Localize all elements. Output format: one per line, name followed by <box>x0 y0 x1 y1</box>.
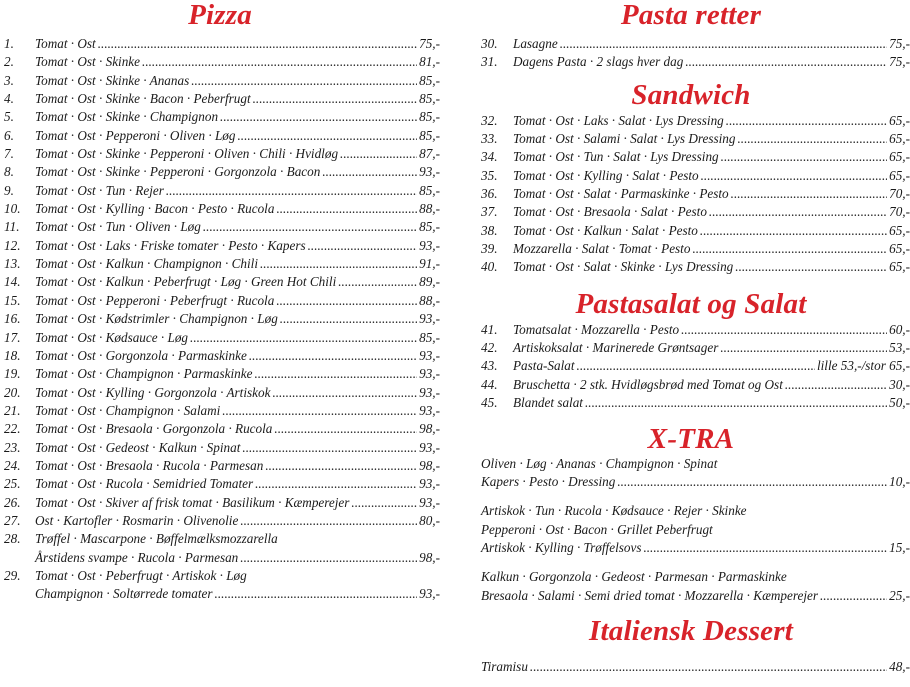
item-price: 81,- <box>419 54 440 70</box>
menu-item <box>0 439 440 457</box>
menu-item <box>472 321 910 339</box>
dot-leader <box>737 130 887 148</box>
sandwich-list <box>472 112 910 277</box>
item-number: 28. <box>4 531 21 547</box>
xtra-items: Kapers · Pesto · Dressing <box>481 473 616 489</box>
item-name: Tomat · Ost · Gedeost · Kalkun · Spinat <box>35 439 241 455</box>
item-number: 41. <box>481 321 498 337</box>
item-name: Årstidens svampe · Rucola · Parmesan <box>35 549 239 565</box>
item-price: 65,- <box>889 241 910 257</box>
dot-leader <box>276 200 417 218</box>
item-name: Tomat · Ost · Peberfrugt · Artiskok · Løg <box>35 567 247 583</box>
item-price: 70,- <box>889 204 910 220</box>
item-number: 11. <box>4 219 20 235</box>
dot-leader <box>735 258 887 276</box>
item-name: Blandet salat <box>513 395 583 411</box>
item-price: 98,- <box>419 549 440 565</box>
item-number: 3. <box>4 72 14 88</box>
item-price: 50,- <box>889 395 910 411</box>
item-number: 19. <box>4 366 21 382</box>
item-name: Tomat · Ost · Skinke · Bacon · Peberfrugt <box>35 91 251 107</box>
item-number: 2. <box>4 54 14 70</box>
menu-item <box>0 145 440 163</box>
dot-leader <box>253 90 417 108</box>
item-name: Tomat · Ost · Skinke · Pepperoni · Gorgonzola · Bacon <box>35 164 321 180</box>
item-name: Tomat · Ost · Champignon · Salami <box>35 402 221 418</box>
item-name: Tomat · Ost · Tun · Oliven · Løg <box>35 219 201 235</box>
item-price: 60,- <box>889 321 910 337</box>
item-price: 48,- <box>889 658 910 674</box>
item-number: 27. <box>4 512 21 528</box>
item-number: 36. <box>481 186 498 202</box>
item-price: 93,- <box>419 586 440 602</box>
dot-leader <box>726 112 887 130</box>
item-number: 44. <box>481 376 498 392</box>
item-price: 75,- <box>419 36 440 51</box>
dessert-list <box>472 658 910 676</box>
dot-leader <box>260 255 417 273</box>
xtra-price: 25,- <box>889 587 910 603</box>
item-price: 85,- <box>419 329 440 345</box>
xtra-title: X-TRA <box>647 422 735 455</box>
dot-leader <box>98 35 417 53</box>
dot-leader <box>577 357 815 375</box>
item-price: 75,- <box>889 36 910 51</box>
xtra-items: Pepperoni · Ost · Bacon · Grillet Peberfrugt <box>481 521 713 537</box>
item-number: 4. <box>4 91 14 107</box>
item-price: lille 53,-/stor 65,- <box>816 358 910 374</box>
item-number: 8. <box>4 164 14 180</box>
xtra-line <box>472 502 910 520</box>
menu-item <box>0 494 440 512</box>
xtra-group <box>472 568 910 605</box>
item-number: 20. <box>4 384 21 400</box>
item-name: Tomat · Ost · Kalkun · Champignon · Chili <box>35 256 258 272</box>
dot-leader <box>785 376 887 394</box>
left-column <box>0 0 440 604</box>
item-number: 14. <box>4 274 21 290</box>
dot-leader <box>820 587 887 605</box>
menu-item <box>0 567 440 585</box>
dessert-title: Italiensk Dessert <box>589 614 793 647</box>
menu-item <box>0 35 440 53</box>
xtra-group <box>472 502 910 557</box>
menu-item <box>0 329 440 347</box>
salat-title: Pastasalat og Salat <box>575 287 807 320</box>
item-number: 38. <box>481 222 498 238</box>
dot-leader <box>720 339 887 357</box>
item-number: 29. <box>4 567 21 583</box>
dot-leader <box>692 240 887 258</box>
menu-item <box>0 90 440 108</box>
item-name: Bruschetta · 2 stk. Hvidløgsbrød med Tomat og Ost <box>513 376 783 392</box>
item-price: 85,- <box>419 72 440 88</box>
item-number: 39. <box>481 241 498 257</box>
menu-item <box>0 218 440 236</box>
menu-item <box>472 35 910 53</box>
xtra-list <box>472 455 910 605</box>
dot-leader <box>254 365 417 383</box>
item-number: 23. <box>4 439 21 455</box>
item-name: Tomat · Ost · Bresaola · Gorgonzola · Rucola <box>35 421 273 437</box>
dot-leader <box>166 182 417 200</box>
item-price: 93,- <box>419 237 440 253</box>
item-price: 65,- <box>889 112 910 128</box>
menu-item <box>472 658 910 676</box>
item-price: 93,- <box>419 402 440 418</box>
dot-leader <box>191 72 417 90</box>
menu-item <box>0 53 440 71</box>
item-name: Lasagne <box>513 36 558 51</box>
item-number: 42. <box>481 340 498 356</box>
pizza-title: Pizza <box>188 0 252 31</box>
menu-item <box>0 530 440 548</box>
dot-leader <box>203 218 417 236</box>
pasta-list <box>472 35 910 72</box>
dot-leader <box>249 347 417 365</box>
xtra-items: Oliven · Løg · Ananas · Champignon · Spinat <box>481 455 718 471</box>
item-name: Tomat · Ost · Pepperoni · Oliven · Løg <box>35 127 236 143</box>
menu-item <box>0 163 440 181</box>
item-name: Mozzarella · Salat · Tomat · Pesto <box>513 241 691 257</box>
item-price: 93,- <box>419 476 440 492</box>
menu-item <box>0 475 440 493</box>
item-price: 30,- <box>889 376 910 392</box>
dot-leader <box>617 473 887 491</box>
item-number: 1. <box>4 36 14 51</box>
item-name: Tomat · Ost · Bresaola · Salat · Pesto <box>513 204 707 220</box>
item-name: Tomat · Ost <box>35 36 96 51</box>
dot-leader <box>721 148 887 166</box>
item-name: Tomat · Ost · Skinke <box>35 54 141 70</box>
item-name: Tomat · Ost · Champignon · Parmaskinke <box>35 366 253 382</box>
menu-item <box>0 200 440 218</box>
item-name: Tomat · Ost · Laks · Friske tomater · Pesto · Kapers <box>35 237 306 253</box>
xtra-group <box>472 455 910 492</box>
dot-leader <box>280 310 417 328</box>
item-price: 89,- <box>419 274 440 290</box>
item-number: 34. <box>481 149 498 165</box>
xtra-items: Artiskok · Tun · Rucola · Kødsauce · Rejer · Skinke <box>481 503 747 519</box>
item-name: Pasta-Salat <box>513 358 575 374</box>
dot-leader <box>340 145 417 163</box>
item-price: 98,- <box>419 421 440 437</box>
item-name: Tomat · Ost · Skinke · Ananas <box>35 72 190 88</box>
menu-item <box>472 53 910 71</box>
item-number: 40. <box>481 259 498 275</box>
item-name: Tomat · Ost · Kalkun · Salat · Pesto <box>513 222 698 238</box>
right-column <box>472 0 910 676</box>
item-name: Champignon · Soltørrede tomater <box>35 586 213 602</box>
menu-item <box>472 130 910 148</box>
menu-item <box>0 402 440 420</box>
dot-leader <box>240 549 417 567</box>
menu-item <box>0 255 440 273</box>
dot-leader <box>338 273 417 291</box>
menu-item <box>0 237 440 255</box>
item-name: Tomat · Ost · Salat · Skinke · Lys Dressing <box>513 259 734 275</box>
menu-item <box>0 292 440 310</box>
item-name: Tomat · Ost · Kylling · Gorgonzola · Artiskok <box>35 384 271 400</box>
item-number: 25. <box>4 476 21 492</box>
dot-leader <box>242 439 417 457</box>
menu-item <box>0 585 440 603</box>
xtra-price: 15,- <box>889 539 910 555</box>
dot-leader <box>709 203 887 221</box>
item-price: 85,- <box>419 109 440 125</box>
dot-leader <box>190 329 417 347</box>
xtra-line <box>472 521 910 539</box>
dot-leader <box>700 222 887 240</box>
dot-leader <box>585 394 887 412</box>
dot-leader <box>681 321 887 339</box>
item-name: Tomat · Ost · Salat · Parmaskinke · Pesto <box>513 186 729 202</box>
item-name: Dagens Pasta · 2 slags hver dag <box>513 54 684 70</box>
item-number: 24. <box>4 457 21 473</box>
item-name: Tomat · Ost · Laks · Salat · Lys Dressing <box>513 112 724 128</box>
item-number: 15. <box>4 292 21 308</box>
sandwich-title: Sandwich <box>631 78 751 111</box>
dot-leader <box>220 108 417 126</box>
dot-leader <box>272 384 417 402</box>
item-name: Tomatsalat · Mozzarella · Pesto <box>513 321 680 337</box>
menu-item <box>0 420 440 438</box>
xtra-line <box>472 539 910 557</box>
item-number: 12. <box>4 237 21 253</box>
item-name: Tomat · Ost · Kødsauce · Løg <box>35 329 189 345</box>
item-name: Tiramisu <box>481 658 528 674</box>
item-number: 37. <box>481 204 498 220</box>
item-number: 7. <box>4 146 14 162</box>
menu-item <box>0 457 440 475</box>
item-name: Tomat · Ost · Kylling · Salat · Pesto <box>513 167 699 183</box>
item-number: 30. <box>481 36 498 51</box>
item-number: 5. <box>4 109 14 125</box>
item-number: 16. <box>4 311 21 327</box>
menu-item <box>472 167 910 185</box>
item-price: 85,- <box>419 182 440 198</box>
dot-leader <box>701 167 887 185</box>
dot-leader <box>238 127 418 145</box>
item-price: 80,- <box>419 512 440 528</box>
menu-item <box>472 394 910 412</box>
item-price: 85,- <box>419 127 440 143</box>
item-number: 32. <box>481 112 498 128</box>
xtra-line <box>472 455 910 473</box>
item-price: 87,- <box>419 146 440 162</box>
menu-item <box>0 108 440 126</box>
xtra-line <box>472 473 910 491</box>
menu-item <box>0 127 440 145</box>
item-price: 93,- <box>419 494 440 510</box>
item-price: 53,- <box>889 340 910 356</box>
dot-leader <box>142 53 417 71</box>
menu-item <box>0 182 440 200</box>
item-price: 93,- <box>419 311 440 327</box>
xtra-line <box>472 568 910 586</box>
xtra-line <box>472 587 910 605</box>
salat-list <box>472 321 910 413</box>
item-price: 65,- <box>889 149 910 165</box>
item-price: 93,- <box>419 164 440 180</box>
menu-item <box>472 240 910 258</box>
dot-leader <box>255 475 417 493</box>
dot-leader <box>215 585 418 603</box>
item-price: 93,- <box>419 366 440 382</box>
item-number: 9. <box>4 182 14 198</box>
dot-leader <box>530 658 887 676</box>
item-name: Tomat · Ost · Skiver af frisk tomat · Basilikum · Kæmperejer <box>35 494 350 510</box>
item-price: 70,- <box>889 186 910 202</box>
xtra-items: Artiskok · Kylling · Trøffelsovs <box>481 539 642 555</box>
dot-leader <box>276 292 417 310</box>
menu-item <box>472 112 910 130</box>
dot-leader <box>240 512 417 530</box>
dot-leader <box>351 494 417 512</box>
xtra-items: Kalkun · Gorgonzola · Gedeost · Parmesan · Parmaskinke <box>481 569 787 585</box>
item-number: 6. <box>4 127 14 143</box>
dot-leader <box>274 420 417 438</box>
menu-item <box>472 357 910 375</box>
dot-leader <box>560 35 887 53</box>
item-name: Tomat · Ost · Kylling · Bacon · Pesto · Rucola <box>35 201 275 217</box>
dot-leader <box>222 402 417 420</box>
dot-leader <box>308 237 418 255</box>
item-price: 65,- <box>889 167 910 183</box>
item-name: Tomat · Ost · Tun · Salat · Lys Dressing <box>513 149 719 165</box>
item-name: Artiskoksalat · Marinerede Grøntsager <box>513 340 719 356</box>
item-price: 93,- <box>419 384 440 400</box>
item-price: 93,- <box>419 347 440 363</box>
item-number: 13. <box>4 256 21 272</box>
menu-item <box>0 549 440 567</box>
item-name: Tomat · Ost · Bresaola · Rucola · Parmesan <box>35 457 264 473</box>
item-number: 31. <box>481 54 498 70</box>
item-number: 26. <box>4 494 21 510</box>
item-number: 18. <box>4 347 21 363</box>
item-name: Tomat · Ost · Kalkun · Peberfrugt · Løg · Green Hot Chili <box>35 274 337 290</box>
menu-item <box>472 222 910 240</box>
item-price: 88,- <box>419 201 440 217</box>
menu-item <box>0 512 440 530</box>
item-price: 98,- <box>419 457 440 473</box>
xtra-price: 10,- <box>889 473 910 489</box>
item-number: 10. <box>4 201 21 217</box>
item-price: 93,- <box>419 439 440 455</box>
item-name: Tomat · Ost · Rucola · Semidried Tomater <box>35 476 254 492</box>
dot-leader <box>685 53 887 71</box>
item-price: 85,- <box>419 219 440 235</box>
item-price: 91,- <box>419 256 440 272</box>
item-name: Tomat · Ost · Skinke · Champignon <box>35 109 219 125</box>
item-price: 85,- <box>419 91 440 107</box>
menu-item <box>472 203 910 221</box>
menu-item <box>472 148 910 166</box>
item-number: 21. <box>4 402 21 418</box>
menu-item <box>472 339 910 357</box>
item-name: Ost · Kartofler · Rosmarin · Olivenolie <box>35 512 239 528</box>
item-price: 65,- <box>889 222 910 238</box>
dot-leader <box>731 185 887 203</box>
item-number: 35. <box>481 167 498 183</box>
item-number: 17. <box>4 329 21 345</box>
item-number: 22. <box>4 421 21 437</box>
item-number: 45. <box>481 395 498 411</box>
dot-leader <box>322 163 417 181</box>
menu-item <box>0 273 440 291</box>
xtra-items: Bresaola · Salami · Semi dried tomat · Mozzarella · Kæmperejer <box>481 587 818 603</box>
item-name: Tomat · Ost · Tun · Rejer <box>35 182 164 198</box>
item-price: 88,- <box>419 292 440 308</box>
menu-item <box>472 376 910 394</box>
item-number: 43. <box>481 358 498 374</box>
item-number: 33. <box>481 131 498 147</box>
item-name: Tomat · Ost · Pepperoni · Peberfrugt · Rucola <box>35 292 275 308</box>
dot-leader <box>265 457 417 475</box>
menu-item <box>0 72 440 90</box>
item-name: Tomat · Ost · Gorgonzola · Parmaskinke <box>35 347 247 363</box>
menu-item <box>0 310 440 328</box>
menu-item <box>472 185 910 203</box>
menu-item <box>0 365 440 383</box>
dot-leader <box>643 539 887 557</box>
item-price: 75,- <box>889 54 910 70</box>
item-name: Tomat · Ost · Skinke · Pepperoni · Oliven · Chili · Hvidløg <box>35 146 339 162</box>
item-name: Tomat · Ost · Kødstrimler · Champignon · Løg <box>35 311 278 327</box>
menu-item <box>0 384 440 402</box>
item-price: 65,- <box>889 259 910 275</box>
menu-item <box>0 347 440 365</box>
menu-item <box>472 258 910 276</box>
item-name: Tomat · Ost · Salami · Salat · Lys Dressing <box>513 131 736 147</box>
item-name: Trøffel · Mascarpone · Bøffelmælksmozzarella <box>35 531 278 547</box>
item-price: 65,- <box>889 131 910 147</box>
pasta-title: Pasta retter <box>620 0 762 31</box>
pizza-list <box>0 35 440 604</box>
